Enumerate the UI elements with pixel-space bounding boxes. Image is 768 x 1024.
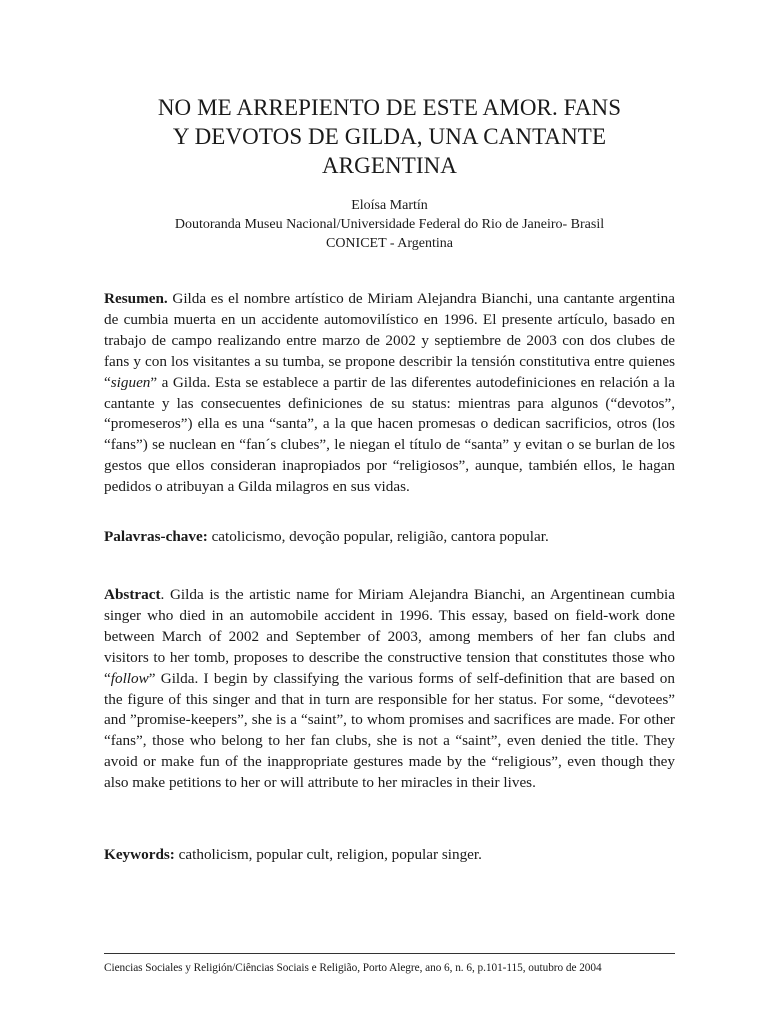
resumen-emphasis: siguen [110, 373, 151, 391]
palavras-chave-text: catolicismo, devoção popular, religião, cantora popular. [207, 528, 549, 545]
title-line-2: Y DEVOTOS DE GILDA, UNA CANTANTE [172, 124, 607, 149]
abstract-label: Abstract [104, 586, 161, 603]
palavras-chave-paragraph [104, 527, 675, 548]
paper-page [104, 0, 675, 1024]
author-name: Eloísa Martín [351, 198, 428, 213]
keywords-text: catholicism, popular cult, religion, popular singer. [174, 846, 482, 863]
keywords-paragraph [104, 845, 675, 866]
author-affiliation-2: CONICET - Argentina [325, 236, 454, 251]
title-line-1: NO ME ARREPIENTO DE ESTE AMOR. FANS [157, 95, 622, 120]
abstract-text-2: ” Gilda. I begin by classifying the various forms of self-definition that are based on the figure of this singer and that in turn are responsible for her status. For some, “devotees” and ”promise-keepers”, she is a “saint”, to whom promises and sacrifices are made. For other “fans”, those who belong to her fan clubs, she is not a “saint”, even denied the title. They avoid or make fun of the inappropriate gestures made by the “religious”, even though they also make petitions to her or will attribute to her miracles in their lives. [104, 669, 675, 792]
palavras-chave-label: Palavras-chave: [104, 528, 208, 545]
author-affiliation-1: Doutoranda Museu Nacional/Universidade Federal do Rio de Janeiro- Brasil [174, 217, 605, 232]
author-block [104, 196, 675, 253]
title-line-3: ARGENTINA [321, 153, 458, 178]
abstract-text-1: . Gilda is the artistic name for Miriam Alejandra Bianchi, an Argentinean cumbia singer who died in an automobile accident in 1996. This essay, based on field-work done between March of 2002 and September of 2003, among members of her fan clubs and visitors to her tomb, proposes to describe the constructive tension that constitutes those who “ [104, 586, 675, 687]
footer-divider [104, 953, 675, 954]
abstract-paragraph [104, 585, 675, 794]
keywords-label: Keywords: [104, 846, 175, 863]
resumen-paragraph [104, 289, 675, 498]
footer-citation: Ciencias Sociales y Religión/Ciências Sociais e Religião, Porto Alegre, ano 6, n. 6, p.101-115, outubro de 2004 [104, 962, 602, 974]
resumen-label: Resumen. [104, 290, 168, 307]
resumen-text-2: ” a Gilda. Esta se establece a partir de las diferentes autodefiniciones en relación a la cantante y las consecuentes definiciones de su status: mientras para algunos (“devotos”, “promeseros”) ella es una “santa”, a la que hacen promesas o dedican sacrificios, otros (los “fans”) se nuclean en “fan´s clubes”, le niegan el título de “santa” y evitan o se burlan de los gestos que ellos consideran inapropiados por “religiosos”, aunque, también ellos, le hagan pedidos o atribuyan a Gilda milagros en sus vidas. [104, 373, 675, 496]
paper-title [104, 93, 675, 180]
abstract-emphasis: follow [110, 669, 149, 687]
resumen-text-1: Gilda es el nombre artístico de Miriam Alejandra Bianchi, una cantante argentina de cumbia muerta en un accidente automovilístico en 1996. El presente artículo, basado en trabajo de campo realizando entre marzo de 2002 y septiembre de 2003 con dos clubes de fans y con los visitantes a su tumba, se propone describir la tensión constitutiva entre quienes “ [104, 290, 675, 391]
